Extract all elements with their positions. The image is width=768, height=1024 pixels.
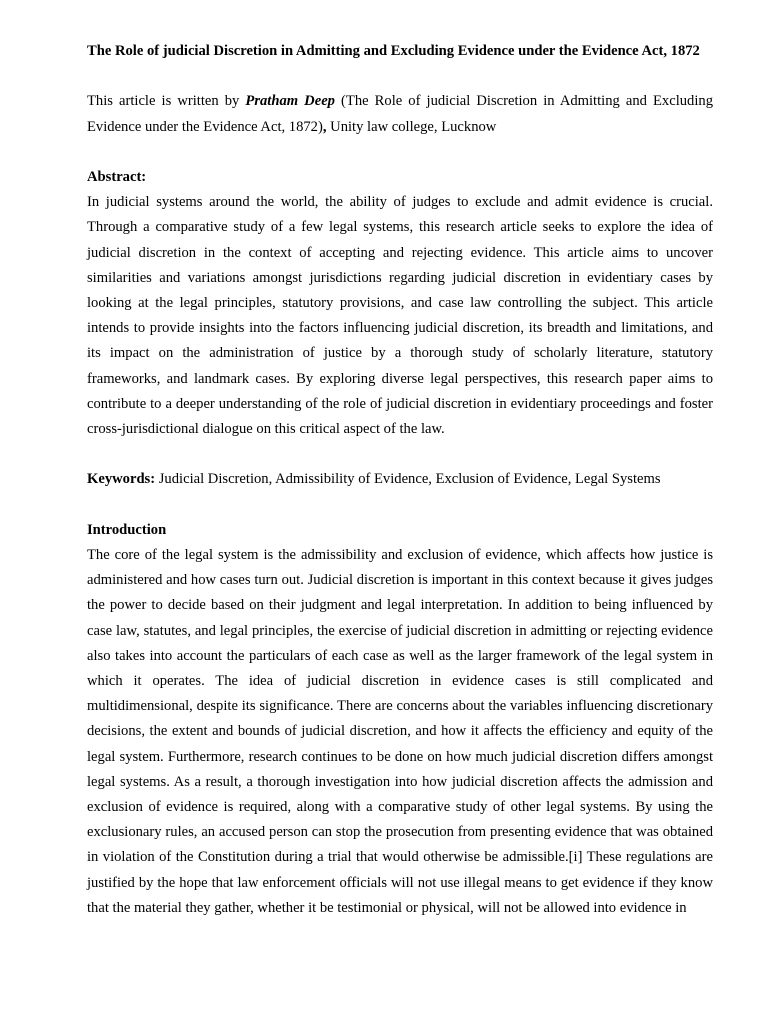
article-title: The Role of judicial Discretion in Admitting and Excluding Evidence under the Evidence Act, 1872 — [87, 43, 700, 59]
keywords-text: Judicial Discretion, Admissibility of Evidence, Exclusion of Evidence, Legal Systems — [155, 471, 661, 488]
byline — [87, 89, 713, 139]
byline-article-reference: (The Role of judicial Discretion in Admitting and Excluding Evidence under the Evidence Act, 1872) — [87, 93, 714, 135]
abstract-heading: Abstract: — [87, 168, 147, 185]
spacer — [87, 442, 713, 467]
spacer — [87, 64, 713, 89]
document-page — [87, 39, 713, 921]
introduction-body: The core of the legal system is the admissibility and exclusion of evidence, which affects how justice is administered and how cases turn out. Judicial discretion is important in this context because it gives judges the power to decide based on their judgment and legal interpretation. In addition to being influenced by case law, statutes, and legal principles, the exercise of judicial discretion in admitting or rejecting evidence also takes into account the particulars of each case as well as the larger framework of the legal system in which it operates. The idea of judicial discretion in evidence cases is still complicated and multidimensional, despite its significance. There are concerns about the variables influencing discretionary decisions, the extent and bounds of judicial discretion, and how it affects the efficiency and equity of the legal system. Furthermore, research continues to be done on how much judicial discretion differs amongst legal systems. As a result, a thorough investigation into how judicial discretion affects the admission and exclusion of evidence is required, along with a comparative study of other legal systems. By using the exclusionary rules, an accused person can stop the prosecution from presenting evidence that was obtained in violation of the Constitution during a trial that would otherwise be admissible.[i] These regulations are justified by the hope that law enforcement officials will not use illegal means to get evidence if they know that the material they gather, whether it be testimonial or physical, will not be allowed into evidence in — [87, 547, 713, 916]
byline-prefix: This article is written by — [87, 93, 246, 110]
introduction-heading: Introduction — [87, 521, 167, 538]
keywords-line — [87, 467, 713, 492]
author-name: Pratham Deep — [245, 93, 335, 110]
spacer — [87, 140, 713, 165]
spacer — [87, 493, 713, 518]
byline-comma: , — [322, 118, 327, 135]
byline-institution: Unity law college, Lucknow — [326, 118, 497, 135]
keywords-label: Keywords: — [87, 471, 156, 488]
abstract-body: In judicial systems around the world, the ability of judges to exclude and admit evidence is crucial. Through a comparative study of a few legal systems, this research article seeks to explore the idea of judicial discretion in the context of accepting and rejecting evidence. This article aims to uncover similarities and variations amongst jurisdictions regarding judicial discretion in evidentiary cases by looking at the legal principles, statutory provisions, and case law controlling the subject. This article intends to provide insights into the factors influencing judicial discretion, its breadth and limitations, and its impact on the administration of justice by a thorough study of scholarly literature, statutory frameworks, and landmark cases. By exploring diverse legal perspectives, this research paper aims to contribute to a deeper understanding of the role of judicial discretion in evidentiary proceedings and foster cross-jurisdictional dialogue on this critical aspect of the law. — [87, 194, 713, 438]
